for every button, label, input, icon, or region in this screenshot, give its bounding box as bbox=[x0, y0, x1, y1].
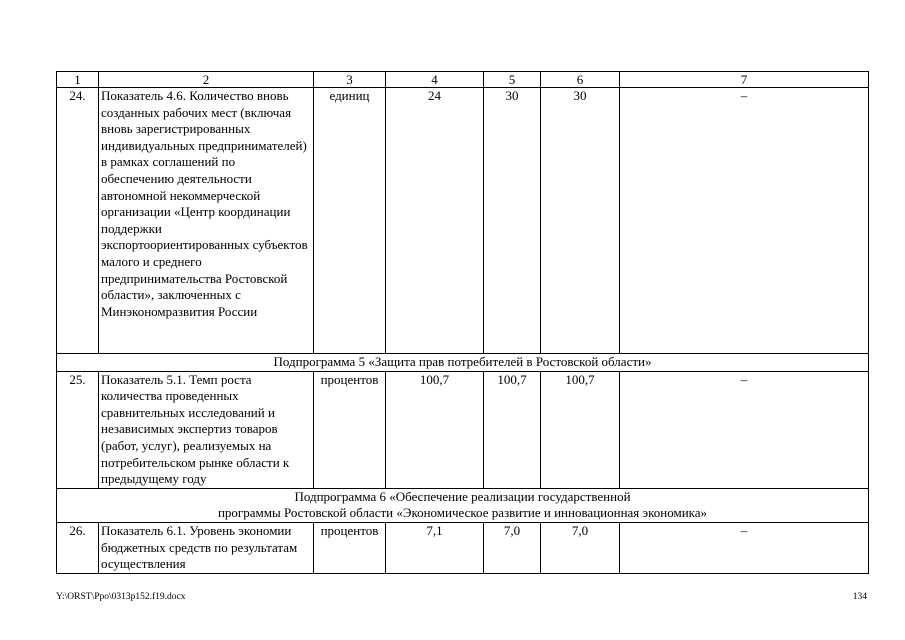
table-row bbox=[57, 88, 869, 354]
header-cell: 6 bbox=[541, 72, 620, 88]
header-cell: 5 bbox=[484, 72, 541, 88]
indicator-name: Показатель 6.1. Уровень экономии бюджетных средств по результатам осуществления bbox=[99, 522, 314, 573]
header-cell: 2 bbox=[99, 72, 314, 88]
value-cell: 7,0 bbox=[541, 522, 620, 573]
subprogram-title-line: Подпрограмма 6 «Обеспечение реализации государственной bbox=[294, 488, 631, 504]
document-path: Y:\ORST\Ppo\0313p152.f19.docx bbox=[56, 592, 186, 602]
subprogram-title: Подпрограмма 5 «Защита прав потребителей в Ростовской области» bbox=[57, 354, 869, 372]
value-cell: 100,7 bbox=[541, 371, 620, 488]
page-number: 134 bbox=[852, 592, 867, 602]
subprogram-row bbox=[57, 354, 869, 372]
unit-cell: процентов bbox=[314, 522, 386, 573]
indicator-name: Показатель 4.6. Количество вновь созданных рабочих мест (включая вновь зарегистрированных индивидуальных предпринимателей) в рамках соглашений по обеспечению деятельности автономной некоммерческой организации «Центр координации поддержки экспортоориентированных субъектов малого и среднего предпринимательства Ростовской области», заключенных с Минэкономразвития России bbox=[99, 88, 314, 354]
header-cell: 1 bbox=[57, 72, 99, 88]
note-cell: – bbox=[620, 522, 869, 573]
note-cell: – bbox=[620, 371, 869, 488]
indicators-table bbox=[56, 71, 869, 574]
table-row bbox=[57, 522, 869, 573]
value-cell: 24 bbox=[386, 88, 484, 354]
value-cell: 30 bbox=[541, 88, 620, 354]
row-number: 24. bbox=[57, 88, 99, 354]
subprogram-title-line: программы Ростовской области «Экономическое развитие и инновационная экономика» bbox=[217, 505, 708, 521]
unit-cell: единиц bbox=[314, 88, 386, 354]
subprogram-row bbox=[57, 488, 869, 522]
row-number: 26. bbox=[57, 522, 99, 573]
value-cell: 7,0 bbox=[484, 522, 541, 573]
note-cell: – bbox=[620, 88, 869, 354]
value-cell: 30 bbox=[484, 88, 541, 354]
subprogram-title bbox=[57, 488, 869, 522]
table-row bbox=[57, 371, 869, 488]
unit-cell: процентов bbox=[314, 371, 386, 488]
header-cell: 7 bbox=[620, 72, 869, 88]
value-cell: 100,7 bbox=[386, 371, 484, 488]
value-cell: 7,1 bbox=[386, 522, 484, 573]
header-cell: 4 bbox=[386, 72, 484, 88]
value-cell: 100,7 bbox=[484, 371, 541, 488]
row-number: 25. bbox=[57, 371, 99, 488]
header-row bbox=[57, 72, 869, 88]
header-cell: 3 bbox=[314, 72, 386, 88]
indicator-name: Показатель 5.1. Темп роста количества проведенных сравнительных исследований и независимых экспертиз товаров (работ, услуг), реализуемых на потребительском рынке области к предыдущему году bbox=[99, 371, 314, 488]
